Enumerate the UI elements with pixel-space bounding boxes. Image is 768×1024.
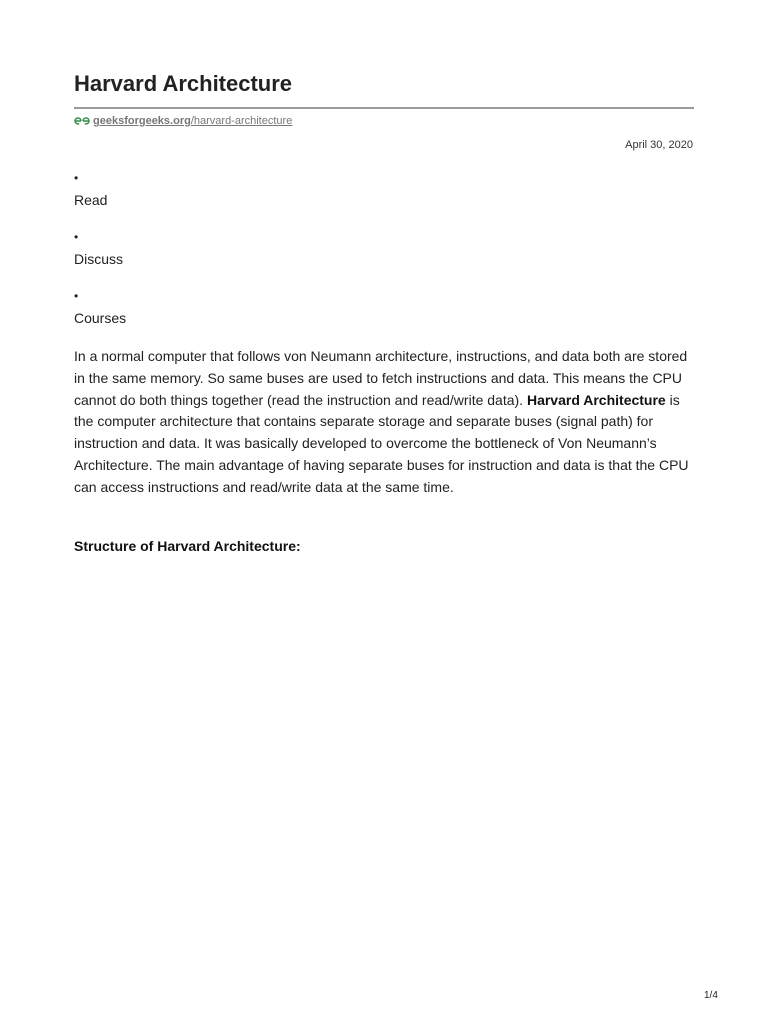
source-link[interactable] [93,115,292,127]
paragraph-intro: In a normal computer that follows von Neumann architecture, instructions, and data both are stored in the same memory. So same buses are used to fetch instructions and data. This means the CPU cannot do both things together (read the instruction and read/write data). [74,348,688,408]
page-title: Harvard Architecture [74,71,293,96]
bullet: • [74,171,79,185]
source-line [74,115,292,127]
body-paragraph [74,346,694,499]
bullet: • [74,289,79,303]
publish-date: April 30, 2020 [625,139,693,151]
page-number: 1/4 [704,990,718,1001]
nav-item-read[interactable] [74,172,107,208]
source-path: /harvard-architecture [190,115,293,127]
nav-label-read: Read [74,192,108,208]
nav-label-courses: Courses [74,310,127,326]
source-domain: geeksforgeeks.org [93,115,191,127]
bold-term: Harvard Architecture [526,391,666,408]
section-heading: Structure of Harvard Architecture: [74,538,301,554]
nav-item-discuss[interactable] [74,231,123,267]
bullet: • [74,230,79,244]
title-divider [74,107,694,109]
nav-item-courses[interactable] [74,290,126,326]
nav-label-discuss: Discuss [74,251,124,267]
geeksforgeeks-logo-icon [74,116,90,126]
paragraph-rest: is the computer architecture that contains separate storage and separate buses (signal path) for instruction and data. It was basically developed to overcome the bottleneck of Von Neumann’s Architecture. The main advantage of having separate buses for instruction and data is that the CPU can access instructions and read/write data at the same time. [74,391,689,495]
